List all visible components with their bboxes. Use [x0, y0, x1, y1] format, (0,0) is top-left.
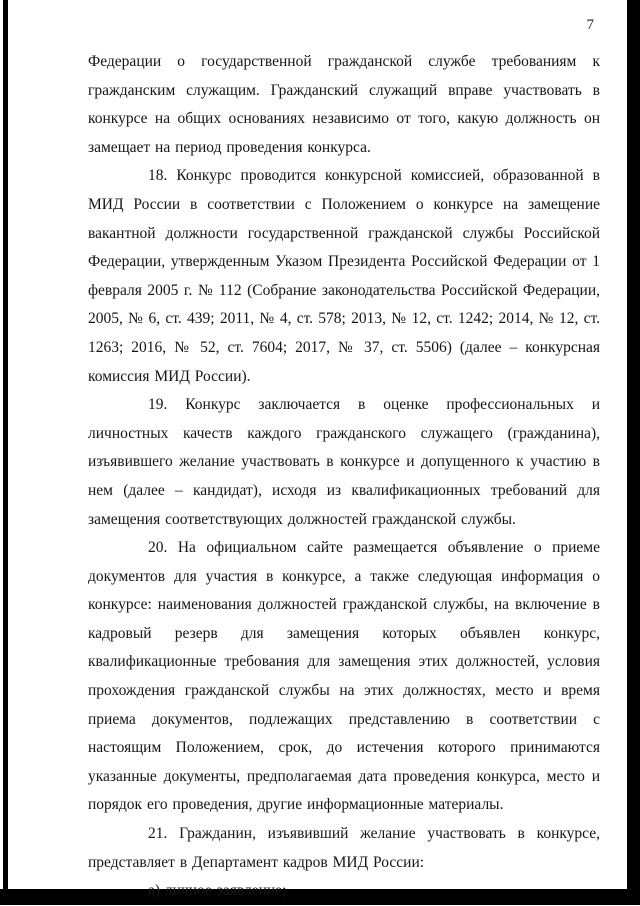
paragraph-continuation: Федерации о государственной гражданской службе требованиям к гражданским служащим. Гражданский служащий вправе участвовать в конкурсе на общих основаниях независимо от того, какую должность он замещает на период проведения конкурса. [88, 53, 600, 156]
paragraph-18: 18. Конкурс проводится конкурсной комиссией, образованной в МИД России в соответствии с Положением о конкурсе на замещение вакантной должности государственной гражданской службы Российской Федерации, утвержденным Указом Президента Российской Федерации от 1 февраля 2005 г. № 112 (Собрание законодательства Российской Федерации, 2005, № 6, ст. 439; 2011, № 4, ст. 578; 2013, № 12, ст. 1242; 2014, № 12, ст. 1263; 2016, № 52, ст. 7604; 2017, № 37, ст. 5506) (далее – конкурсная комиссия МИД России). [88, 167, 600, 385]
document-body [88, 48, 600, 906]
page-number: 7 [586, 17, 594, 33]
paragraph-19: 19. Конкурс заключается в оценке профессиональных и личностных качеств каждого гражданского служащего (гражданина), изъявившего желание участвовать в конкурсе и допущенного к участию в нем (далее – кандидат), исходя из квалификационных требований для замещения соответствующих должностей гражданской службы. [88, 396, 600, 528]
paragraph-20: 20. На официальном сайте размещается объявление о приеме документов для участия в конкурсе, а также следующая информация о конкурсе: наименования должностей гражданской службы, на включение в кадровый резерв для замещения которых объявлен конкурс, квалификационные требования для замещения этих должностей, условия прохождения гражданской службы на этих должностях, место и время приема документов, подлежащих представлению в соответствии с настоящим Положением, срок, до истечения которого принимаются указанные документы, предполагаемая дата проведения конкурса, место и порядок его проведения, другие информационные материалы. [88, 539, 600, 814]
scan-edge-right [627, 0, 640, 905]
scan-edge-left [3, 0, 8, 889]
paragraph-21: 21. Гражданин, изъявивший желание участвовать в конкурсе, представляет в Департамент кадров МИД России: [88, 825, 600, 871]
paragraph-list-item-a: а) личное заявление; [148, 882, 287, 900]
